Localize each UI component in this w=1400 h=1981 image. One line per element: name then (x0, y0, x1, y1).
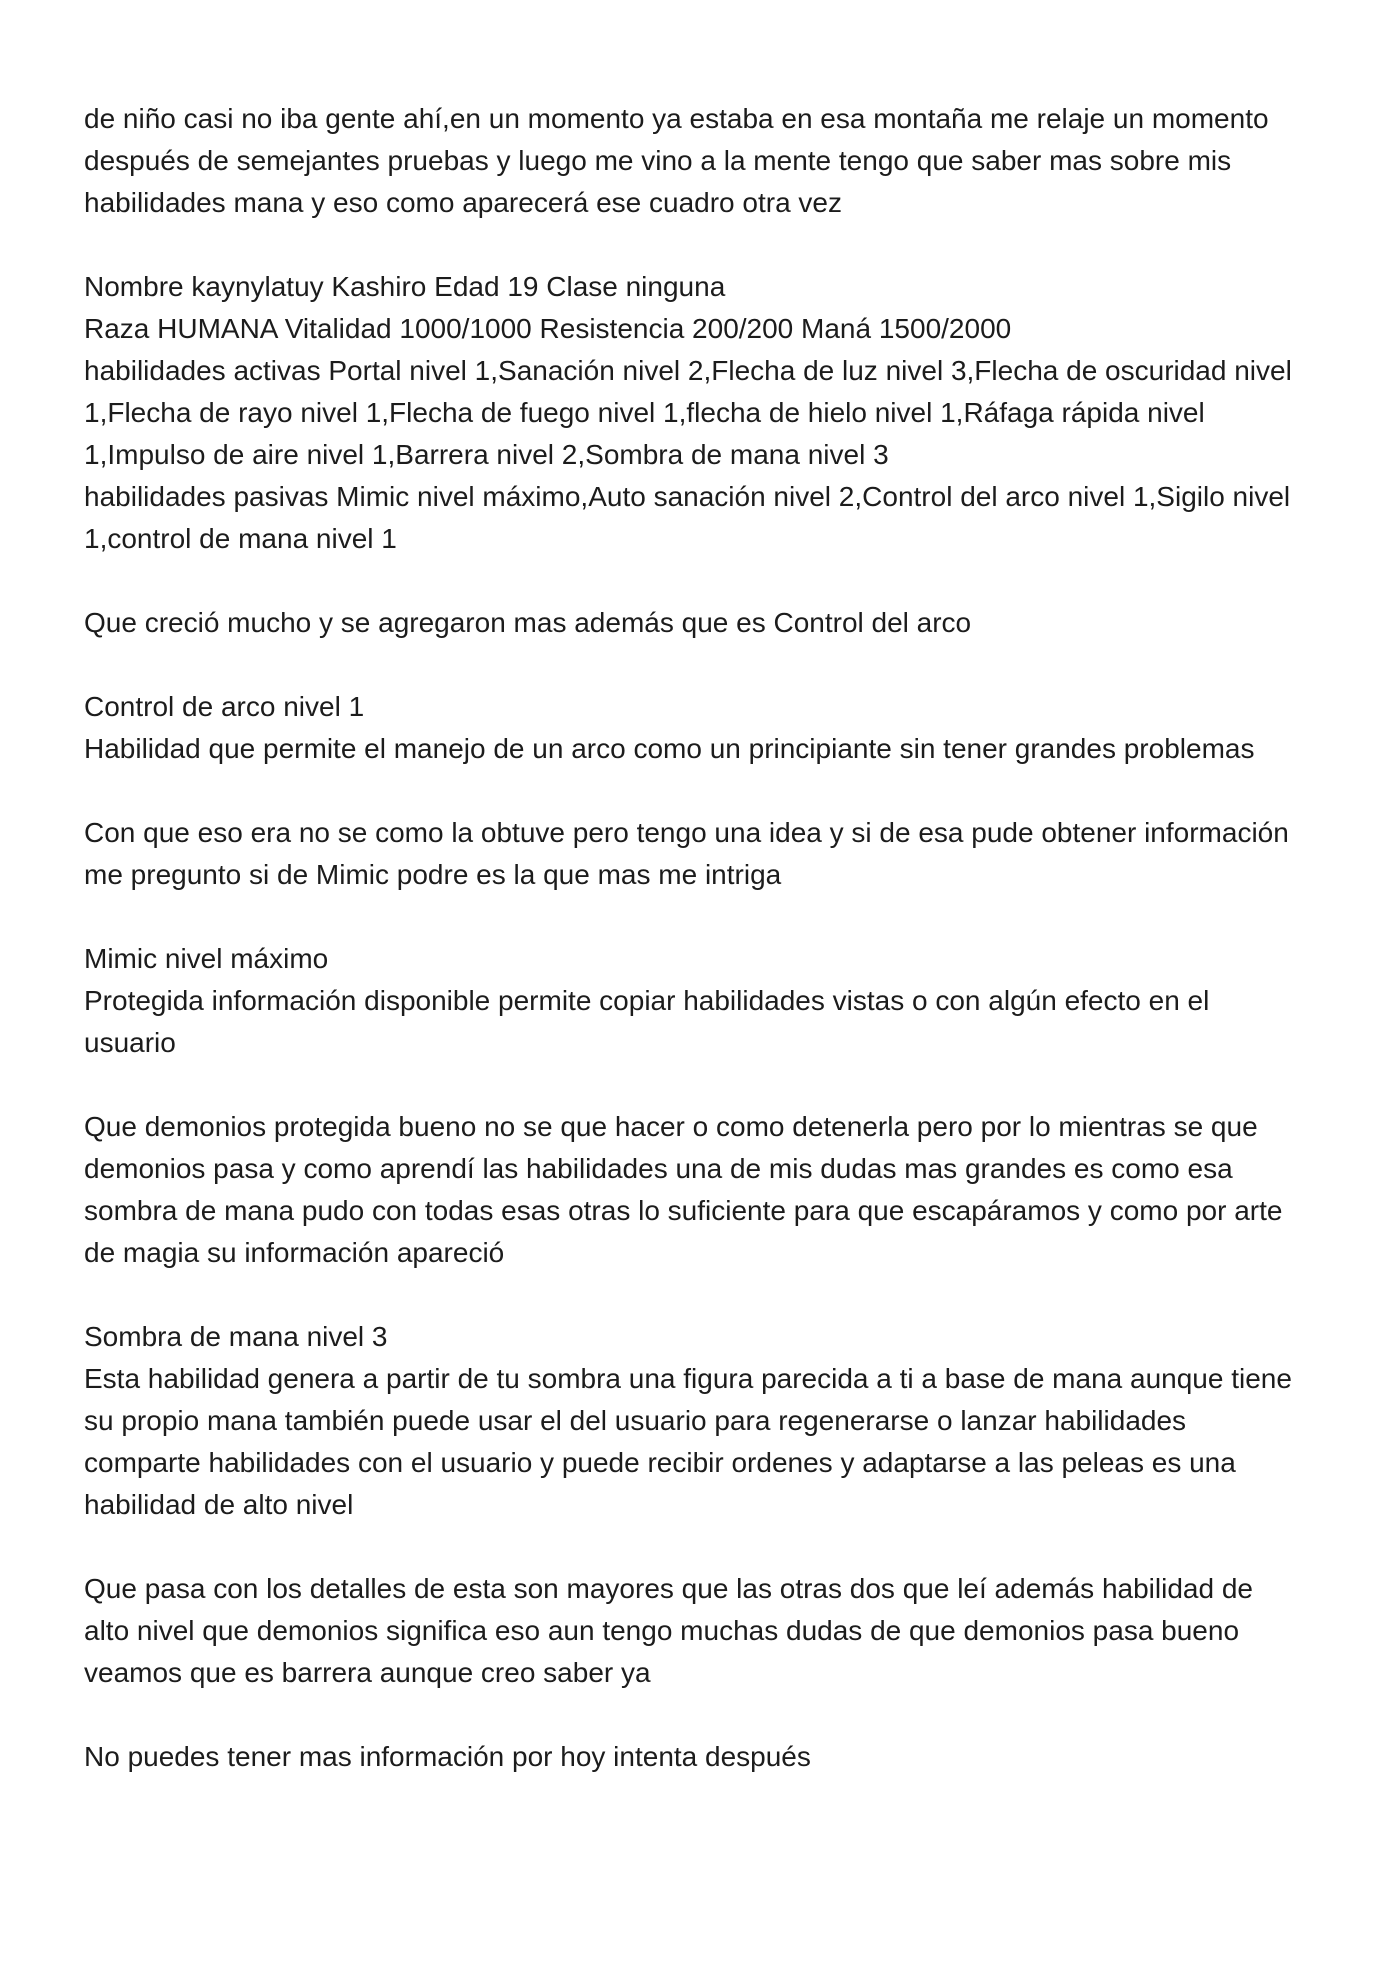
skill-description: comparte habilidades con el usuario y puede recibir ordenes y adaptarse a las peleas es una (84, 1447, 1236, 1478)
skill-description: Habilidad que permite el manejo de un arco como un principiante sin tener grandes problemas (84, 733, 1255, 764)
skill-description-arco (84, 686, 1324, 770)
paragraph-10 (84, 1736, 1324, 1778)
active-skills-line: habilidades activas Portal nivel 1,Sanación nivel 2,Flecha de luz nivel 3,Flecha de oscuridad nivel (84, 355, 1292, 386)
skill-title: Mimic nivel máximo (84, 943, 329, 974)
text-line: sombra de mana pudo con todas esas otras lo suficiente para que escapáramos y como por arte (84, 1195, 1283, 1226)
text-line: Con que eso era no se como la obtuve pero tengo una idea y si de esa pude obtener información (84, 817, 1289, 848)
text-line: No puedes tener mas información por hoy intenta después (84, 1741, 811, 1772)
passive-skills-line: habilidades pasivas Mimic nivel máximo,Auto sanación nivel 2,Control del arco nivel 1,Sigilo nivel (84, 481, 1291, 512)
skill-description: Esta habilidad genera a partir de tu sombra una figura parecida a ti a base de mana aunque tiene (84, 1363, 1292, 1394)
text-line: Que pasa con los detalles de esta son mayores que las otras dos que leí además habilidad de (84, 1573, 1253, 1604)
skill-description: habilidad de alto nivel (84, 1489, 354, 1520)
skill-description: usuario (84, 1027, 176, 1058)
text-line: Que demonios protegida bueno no se que hacer o como detenerla pero por lo mientras se que (84, 1111, 1258, 1142)
skill-description: Protegida información disponible permite copiar habilidades vistas o con algún efecto en el (84, 985, 1210, 1016)
skill-title: Control de arco nivel 1 (84, 691, 365, 722)
document-body (84, 98, 1324, 1820)
skill-description-mimic (84, 938, 1324, 1064)
passive-skills-line: 1,control de mana nivel 1 (84, 523, 397, 554)
text-line: habilidades mana y eso como aparecerá ese cuadro otra vez (84, 187, 842, 218)
active-skills-line: 1,Flecha de rayo nivel 1,Flecha de fuego nivel 1,flecha de hielo nivel 1,Ráfaga rápida nivel (84, 397, 1205, 428)
text-line: de magia su información apareció (84, 1237, 505, 1268)
text-line: de niño casi no iba gente ahí,en un momento ya estaba en esa montaña me relaje un momento (84, 103, 1269, 134)
paragraph-9 (84, 1568, 1324, 1694)
text-line: después de semejantes pruebas y luego me vino a la mente tengo que saber mas sobre mis (84, 145, 1232, 176)
active-skills-line: 1,Impulso de aire nivel 1,Barrera nivel 2,Sombra de mana nivel 3 (84, 439, 889, 470)
paragraph-3 (84, 602, 1324, 644)
skill-description-sombra (84, 1316, 1324, 1526)
text-line: veamos que es barrera aunque creo saber ya (84, 1657, 651, 1688)
status-name-line: Nombre kaynylatuy Kashiro Edad 19 Clase ninguna (84, 271, 726, 302)
paragraph-7 (84, 1106, 1324, 1274)
skill-description: su propio mana también puede usar el del usuario para regenerarse o lanzar habilidades (84, 1405, 1187, 1436)
paragraph-5 (84, 812, 1324, 896)
character-status-block (84, 266, 1324, 560)
text-line: demonios pasa y como aprendí las habilidades una de mis dudas mas grandes es como esa (84, 1153, 1233, 1184)
text-line: Que creció mucho y se agregaron mas además que es Control del arco (84, 607, 972, 638)
skill-title: Sombra de mana nivel 3 (84, 1321, 388, 1352)
status-stats-line: Raza HUMANA Vitalidad 1000/1000 Resistencia 200/200 Maná 1500/2000 (84, 313, 1012, 344)
text-line: me pregunto si de Mimic podre es la que mas me intriga (84, 859, 782, 890)
text-line: alto nivel que demonios significa eso aun tengo muchas dudas de que demonios pasa bueno (84, 1615, 1240, 1646)
paragraph-1 (84, 98, 1324, 224)
